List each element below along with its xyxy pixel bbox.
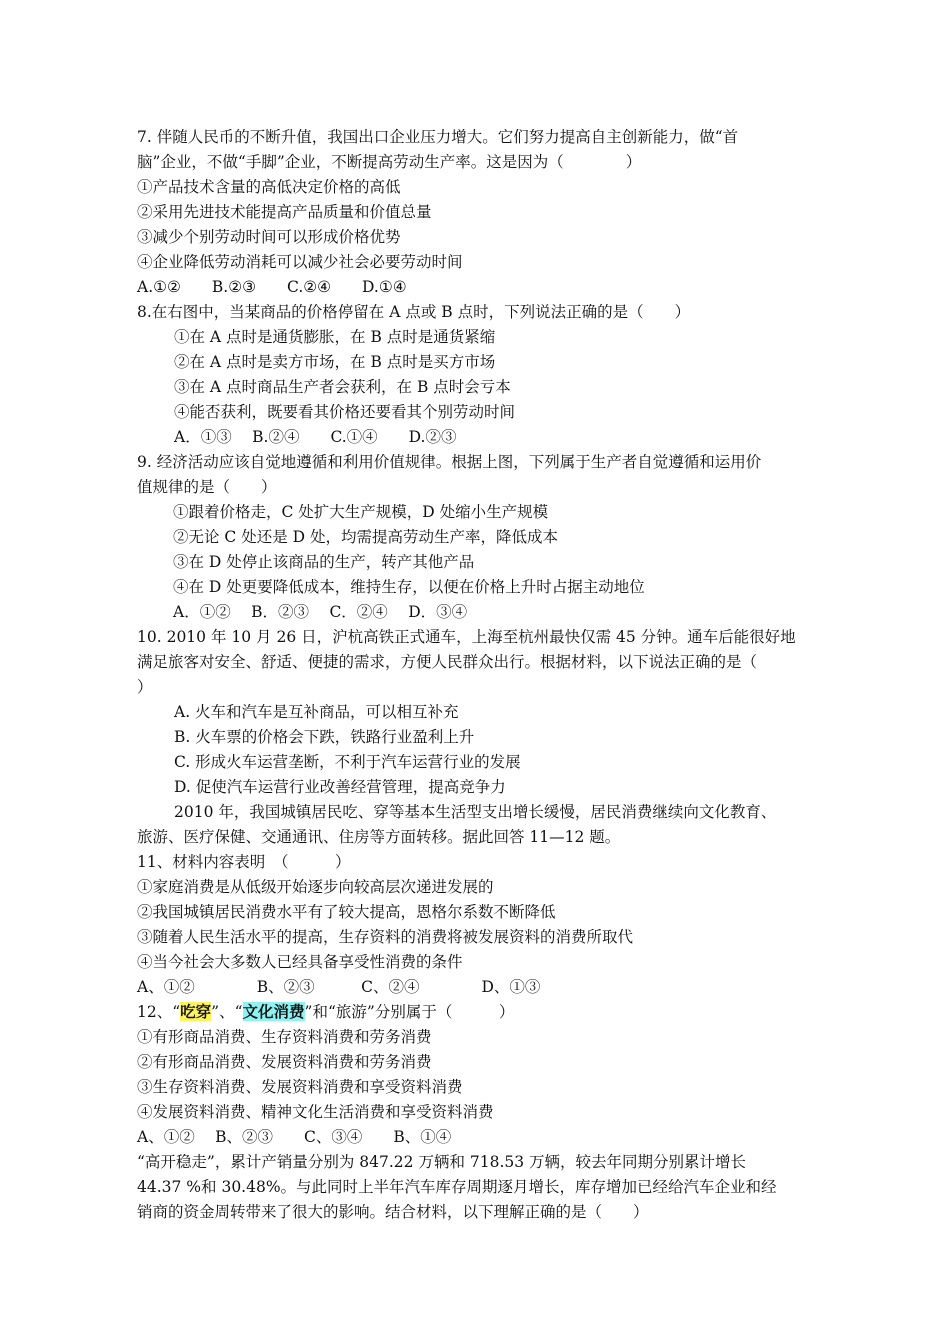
q11-option-2: ②我国城镇居民消费水平有了较大提高，恩格尔系数不断降低: [137, 903, 556, 921]
q7-answer-choices: A.①② B.②③ C.②④ D.①④: [137, 278, 407, 296]
material-line1: 2010 年，我国城镇居民吃、穿等基本生活型支出增长缓慢，居民消费继续向文化教育、: [174, 803, 777, 821]
q8-option-2: ②在 A 点时是卖方市场，在 B 点时是买方市场: [174, 353, 496, 371]
q11-option-1: ①家庭消费是从低级开始逐步向较高层次递进发展的: [137, 878, 494, 896]
q12-option-3: ③生存资料消费、发展资料消费和享受资料消费: [137, 1078, 463, 1096]
q9-option-2: ②无论 C 处还是 D 处，均需提高劳动生产率，降低成本: [173, 528, 558, 546]
q8-option-3: ③在 A 点时商品生产者会获利，在 B 点时会亏本: [174, 378, 511, 396]
q10-option-c: C. 形成火车运营垄断，不利于汽车运营行业的发展: [174, 753, 521, 771]
q10-option-d: D. 促使汽车运营行业改善经营管理，提高竞争力: [174, 778, 506, 796]
q7-option-4: ④企业降低劳动消耗可以减少社会必要劳动时间: [137, 253, 463, 271]
q12-answer-choices: A、①② B、②③ C、③④ B、①④: [137, 1128, 452, 1146]
q11-stem: 11、材料内容表明 （ ）: [137, 853, 351, 871]
q10-stem-line1: 10. 2010 年 10 月 26 日，沪杭高铁正式通车，上海至杭州最快仅需 45 分钟。通车后能很好地: [137, 628, 796, 646]
q7-stem-line2: 脑”企业，不做“手脚”企业，不断提高劳动生产率。这是因为（ ）: [137, 153, 642, 171]
q9-stem-line2: 值规律的是（ ）: [137, 478, 277, 496]
highlight-eating-clothing: 吃穿: [180, 1002, 212, 1021]
q9-option-3: ③在 D 处停止该商品的生产，转产其他产品: [173, 553, 475, 571]
q11-option-4: ④当今社会大多数人已经具备享受性消费的条件: [137, 953, 463, 971]
highlight-cultural-consumption: 文化消费: [242, 1002, 305, 1021]
q10-option-a: A. 火车和汽车是互补商品，可以相互补充: [174, 703, 459, 721]
q13-stem-line3: 销商的资金周转带来了很大的影响。结合材料，以下理解正确的是（ ）: [137, 1203, 649, 1221]
q12-stem-prefix: 12、“: [137, 1003, 181, 1021]
q13-stem-line1: “高开稳走”，累计产销量分别为 847.22 万辆和 718.53 万辆，较去年同期分别累计增长: [137, 1153, 747, 1171]
q9-option-4: ④在 D 处更要降低成本，维持生存，以便在价格上升时占据主动地位: [173, 578, 645, 596]
q7-option-2: ②采用先进技术能提高产品质量和价值总量: [137, 203, 432, 221]
q8-stem: 8.在右图中，当某商品的价格停留在 A 点或 B 点时，下列说法正确的是（ ）: [137, 303, 691, 321]
q7-option-3: ③减少个别劳动时间可以形成价格优势: [137, 228, 401, 246]
q12-option-2: ②有形商品消费、发展资料消费和劳务消费: [137, 1053, 432, 1071]
q8-answer-choices: A．①③ B.②④ C.①④ D.②③: [174, 428, 457, 446]
q10-option-b: B. 火车票的价格会下跌，铁路行业盈利上升: [174, 728, 475, 746]
q7-stem-line1: 7. 伴随人民币的不断升值，我国出口企业压力增大。它们努力提高自主创新能力，做“首: [137, 128, 739, 146]
q12-stem: [137, 1001, 514, 1023]
q12-stem-suffix: ”和“旅游”分别属于（ ）: [304, 1003, 515, 1021]
q7-option-1: ①产品技术含量的高低决定价格的高低: [137, 178, 401, 196]
q9-answer-choices: A．①② B．②③ C．②④ D．③④: [173, 603, 468, 621]
material-line2: 旅游、医疗保健、交通通讯、住房等方面转移。据此回答 11—12 题。: [137, 828, 621, 846]
q9-option-1: ①跟着价格走，C 处扩大生产规模，D 处缩小生产规模: [173, 503, 549, 521]
q10-stem-line3: ）: [137, 678, 153, 696]
q11-option-3: ③随着人民生活水平的提高，生存资料的消费将被发展资料的消费所取代: [137, 928, 634, 946]
q12-stem-mid: ”、“: [211, 1003, 243, 1021]
q12-option-4: ④发展资料消费、精神文化生活消费和享受资料消费: [137, 1103, 494, 1121]
q8-option-1: ①在 A 点时是通货膨胀，在 B 点时是通货紧缩: [174, 328, 496, 346]
q13-stem-line2: 44.37 %和 30.48%。与此同时上半年汽车库存周期逐月增长，库存增加已经给汽车企业和经: [137, 1178, 777, 1196]
q10-stem-line2: 满足旅客对安全、舒适、便捷的需求，方便人民群众出行。根据材料，以下说法正确的是（: [137, 653, 758, 671]
q8-option-4: ④能否获利，既要看其价格还要看其个别劳动时间: [174, 403, 516, 421]
q9-stem-line1: 9. 经济活动应该自觉地遵循和利用价值规律。根据上图，下列属于生产者自觉遵循和运用价: [137, 453, 762, 471]
q11-answer-choices: A、①② B、②③ C、②④ D、①③: [137, 978, 541, 996]
q12-option-1: ①有形商品消费、生存资料消费和劳务消费: [137, 1028, 432, 1046]
